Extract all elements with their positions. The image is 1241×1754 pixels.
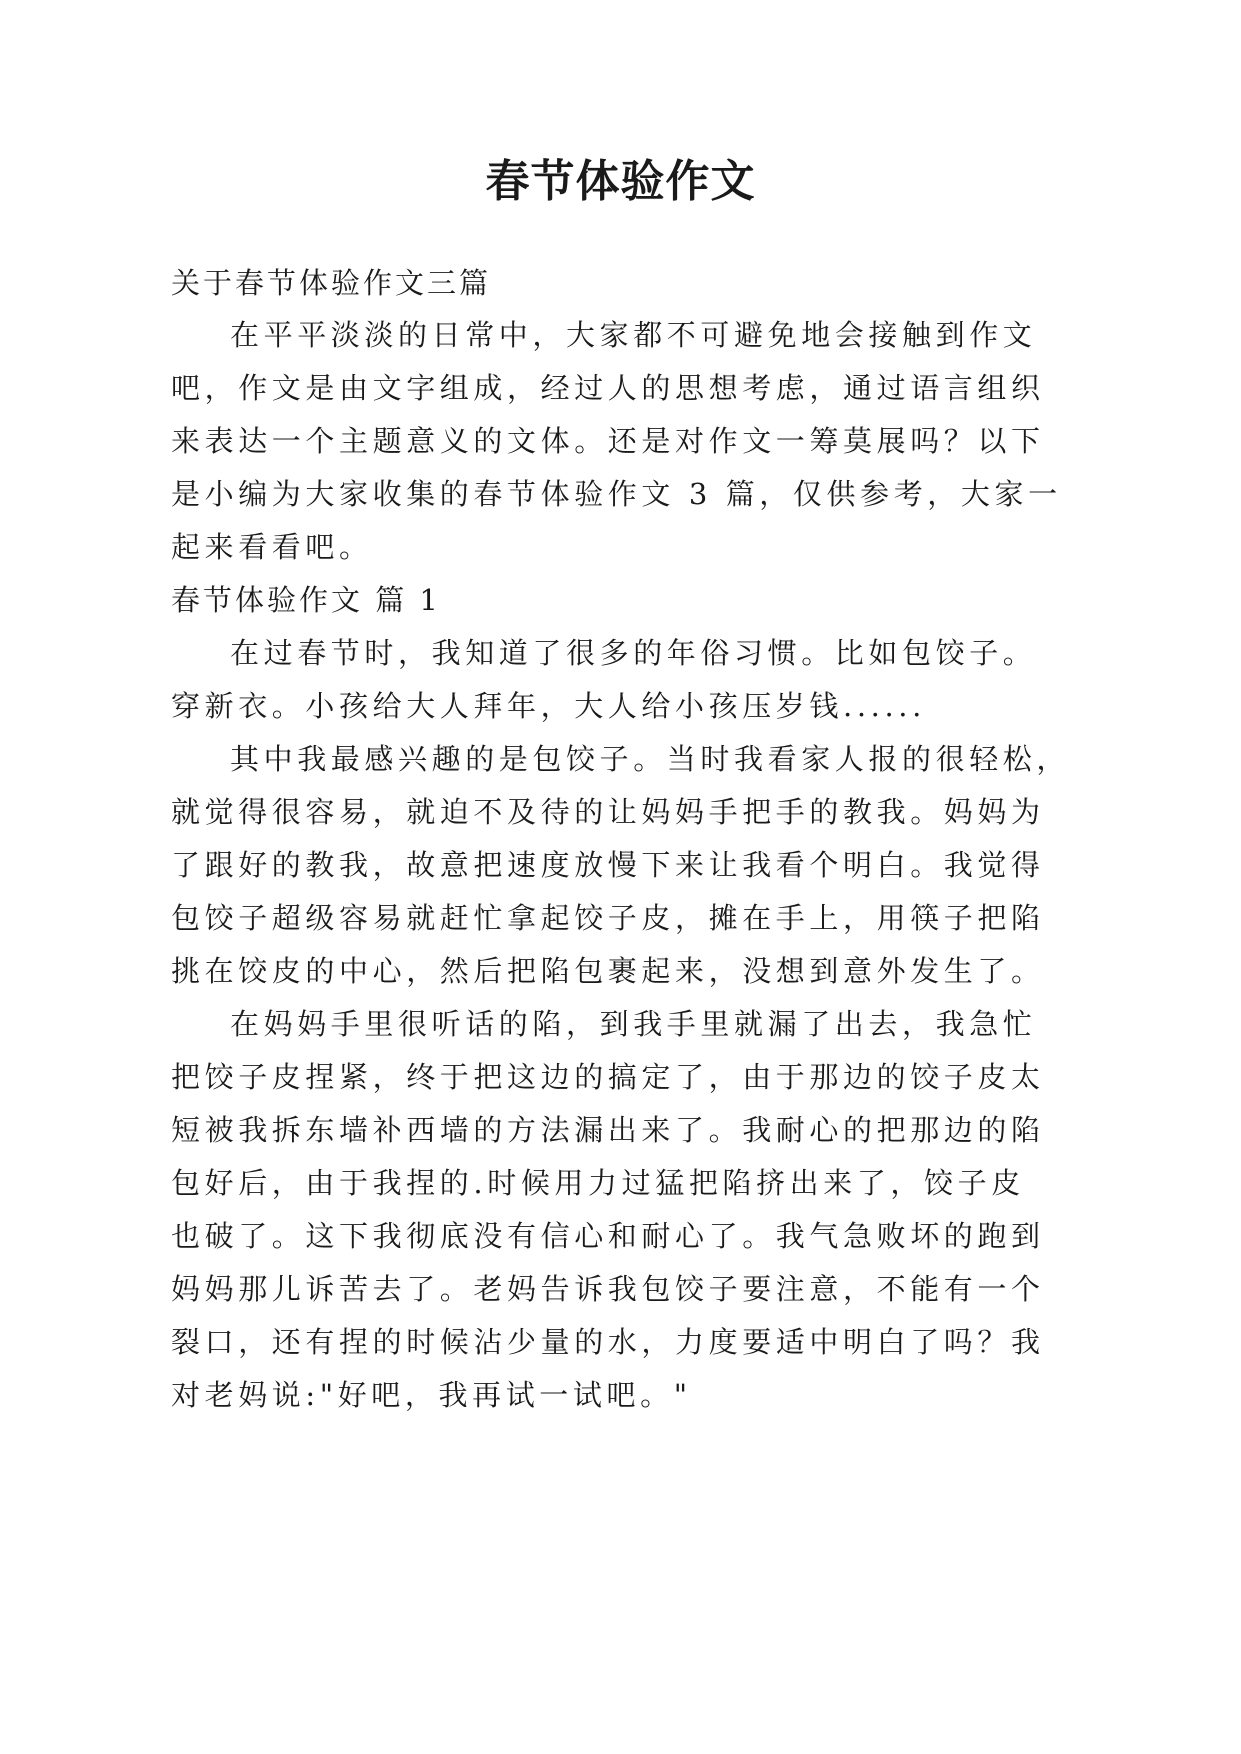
essay-line-8: 在妈妈手里很听话的陷，到我手里就漏了出去，我急忙: [230, 1007, 1037, 1041]
essay-line-7: 挑在饺皮的中心，然后把陷包裹起来，没想到意外发生了。: [171, 954, 1045, 988]
section-heading: 春节体验作文 篇 1: [171, 583, 441, 617]
essay-line-5: 了跟好的教我，故意把速度放慢下来让我看个明白。我觉得: [171, 848, 1045, 882]
intro-line-5: 起来看看吧。: [171, 530, 373, 564]
essay-line-1: 在过春节时，我知道了很多的年俗习惯。比如包饺子。: [230, 636, 1037, 670]
essay-line-2: 穿新衣。小孩给大人拜年，大人给小孩压岁钱......: [171, 689, 926, 723]
essay-line-4: 就觉得很容易，就迫不及待的让妈妈手把手的教我。妈妈为: [171, 795, 1045, 829]
essay-line-15: 对老妈说:"好吧，我再试一试吧。": [171, 1378, 692, 1412]
intro-line-2: 吧，作文是由文字组成，经过人的思想考虑，通过语言组织: [171, 371, 1045, 405]
essay-line-14: 裂口，还有捏的时候沾少量的水，力度要适中明白了吗？我: [171, 1325, 1045, 1359]
essay-line-12: 也破了。这下我彻底没有信心和耐心了。我气急败坏的跑到: [171, 1219, 1045, 1253]
essay-line-6: 包饺子超级容易就赶忙拿起饺子皮，摊在手上，用筷子把陷: [171, 901, 1045, 935]
document-title: 春节体验作文: [485, 156, 756, 207]
intro-line-1: 在平平淡淡的日常中，大家都不可避免地会接触到作文: [230, 318, 1037, 352]
intro-line-3: 来表达一个主题意义的文体。还是对作文一筹莫展吗？以下: [171, 424, 1045, 458]
essay-line-10: 短被我拆东墙补西墙的方法漏出来了。我耐心的把那边的陷: [171, 1113, 1045, 1147]
essay-line-9: 把饺子皮捏紧，终于把这边的搞定了，由于那边的饺子皮太: [171, 1060, 1045, 1094]
essay-line-11: 包好后，由于我捏的.时候用力过猛把陷挤出来了，饺子皮: [171, 1166, 1025, 1200]
essay-line-3: 其中我最感兴趣的是包饺子。当时我看家人报的很轻松，: [230, 742, 1071, 776]
intro-line-4: 是小编为大家收集的春节体验作文 3 篇，仅供参考，大家一: [171, 477, 1062, 511]
essay-line-13: 妈妈那儿诉苦去了。老妈告诉我包饺子要注意，不能有一个: [171, 1272, 1045, 1306]
document-subtitle: 关于春节体验作文三篇: [171, 266, 492, 300]
